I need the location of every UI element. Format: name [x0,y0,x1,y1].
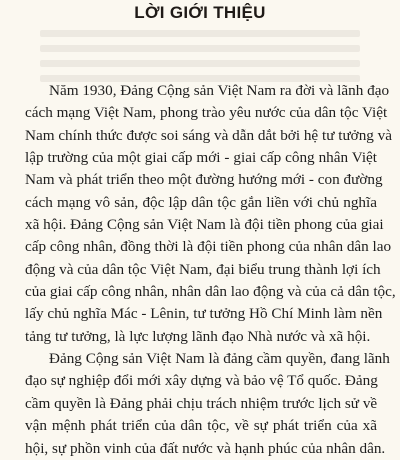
text-line: Năm 1930, Đảng Cộng sản Việt Nam ra đời và lãnh đạo [49,82,390,99]
show-through-line [40,30,360,37]
text-line: tảng tư tưởng, là lực lượng lãnh đạo Nhà nước và xã hội. [25,327,371,345]
text-line: lấy chủ nghĩa Mác - Lênin, tư tưởng Hồ Chí Minh làm nền [25,305,383,323]
show-through-line [40,45,360,52]
text-line: của giai cấp công nhân, nhân dân lao động và của cả dân tộc, [25,283,396,301]
show-through-text [0,22,400,68]
body-text [25,80,396,460]
text-line: cách mạng vô sản, độc lập dân tộc gắn liền với chủ nghĩa [25,193,377,211]
paragraph-2 [25,348,390,460]
text-line: động và của dân tộc Việt Nam, đại biểu trung thành lợi ích [25,260,381,278]
text-line: hội, sự phồn vinh của đất nước và hạnh phúc của nhân dân. [25,439,386,457]
show-through-line [40,60,360,67]
text-line: vận mệnh phát triển của dân tộc, về sự phát triển của xã [25,417,377,435]
text-line: Nam chính thức được soi sáng và dẫn dắt bởi hệ tư tưởng và [25,126,393,144]
text-line: cách mạng Việt Nam, phong trào yêu nước của dân tộc Việt [25,104,388,122]
text-line: cầm quyền là Đảng phải chịu trách nhiệm trước lịch sử về [25,394,378,412]
text-line: lập trường của một giai cấp mới - giai cấp công nhân Việt [25,149,377,167]
page-title: LỜI GIỚI THIỆU [134,3,266,22]
text-line: Đảng Cộng sản Việt Nam là đảng cầm quyền, đang lãnh [49,350,390,368]
text-line: Nam và phát triển theo một đường hướng mới - con đường [25,171,383,189]
text-line: đạo sự nghiệp đổi mới xây dựng và bảo vệ Tổ quốc. Đảng [25,372,378,390]
text-line: xã hội. Đảng Cộng sản Việt Nam là đội tiền phong của giai [25,216,384,234]
paragraph-1 [25,80,396,348]
text-line: cấp công nhân, đồng thời là đội tiền phong của nhân dân lao [25,238,392,256]
